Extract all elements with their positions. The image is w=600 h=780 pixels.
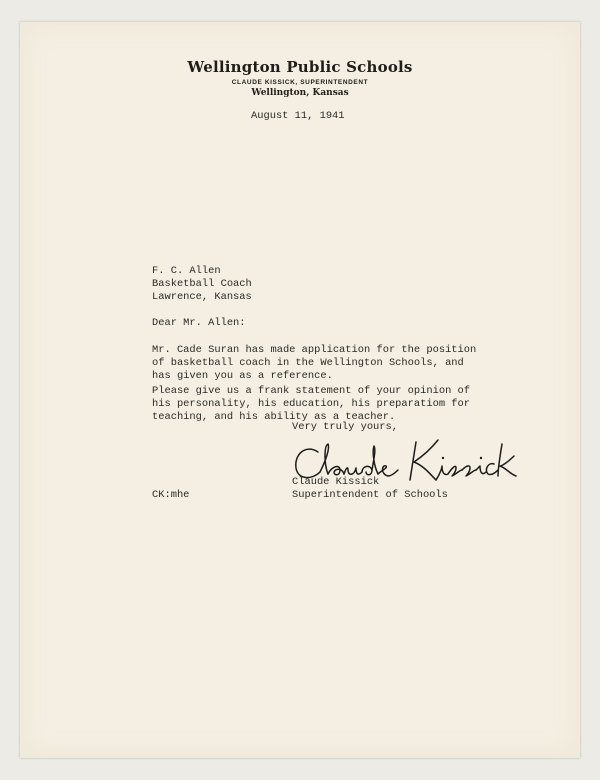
reference-initials: CK:mhe [152, 489, 190, 501]
letterhead [20, 58, 580, 98]
signature-block [292, 476, 448, 502]
body-paragraph-1: Mr. Cade Suran has made application for the position of basketball coach in the Wellington Schools, and has given you as a reference. [152, 344, 477, 382]
letterhead-superintendent: CLAUDE KISSICK, SUPERINTENDENT [231, 79, 369, 86]
letterhead-title: Wellington Public Schools [187, 58, 413, 76]
recipient-name: F. C. Allen [152, 265, 221, 277]
letter-page [20, 22, 580, 758]
salutation: Dear Mr. Allen: [152, 317, 246, 329]
letterhead-city: Wellington, Kansas [251, 88, 349, 98]
signer-name: Claude Kissick [292, 476, 380, 488]
body-paragraph-2: Please give us a frank statement of your opinion of his personality, his education, his preparatiom for teaching, and his ability as a teacher. [152, 385, 471, 423]
recipient-title: Basketball Coach [152, 278, 252, 290]
letter-date: August 11, 1941 [251, 110, 345, 122]
recipient-location: Lawrence, Kansas [152, 291, 252, 303]
signer-title: Superintendent of Schools [292, 489, 448, 501]
complimentary-closing: Very truly yours, [292, 421, 399, 433]
recipient-address [152, 265, 252, 304]
